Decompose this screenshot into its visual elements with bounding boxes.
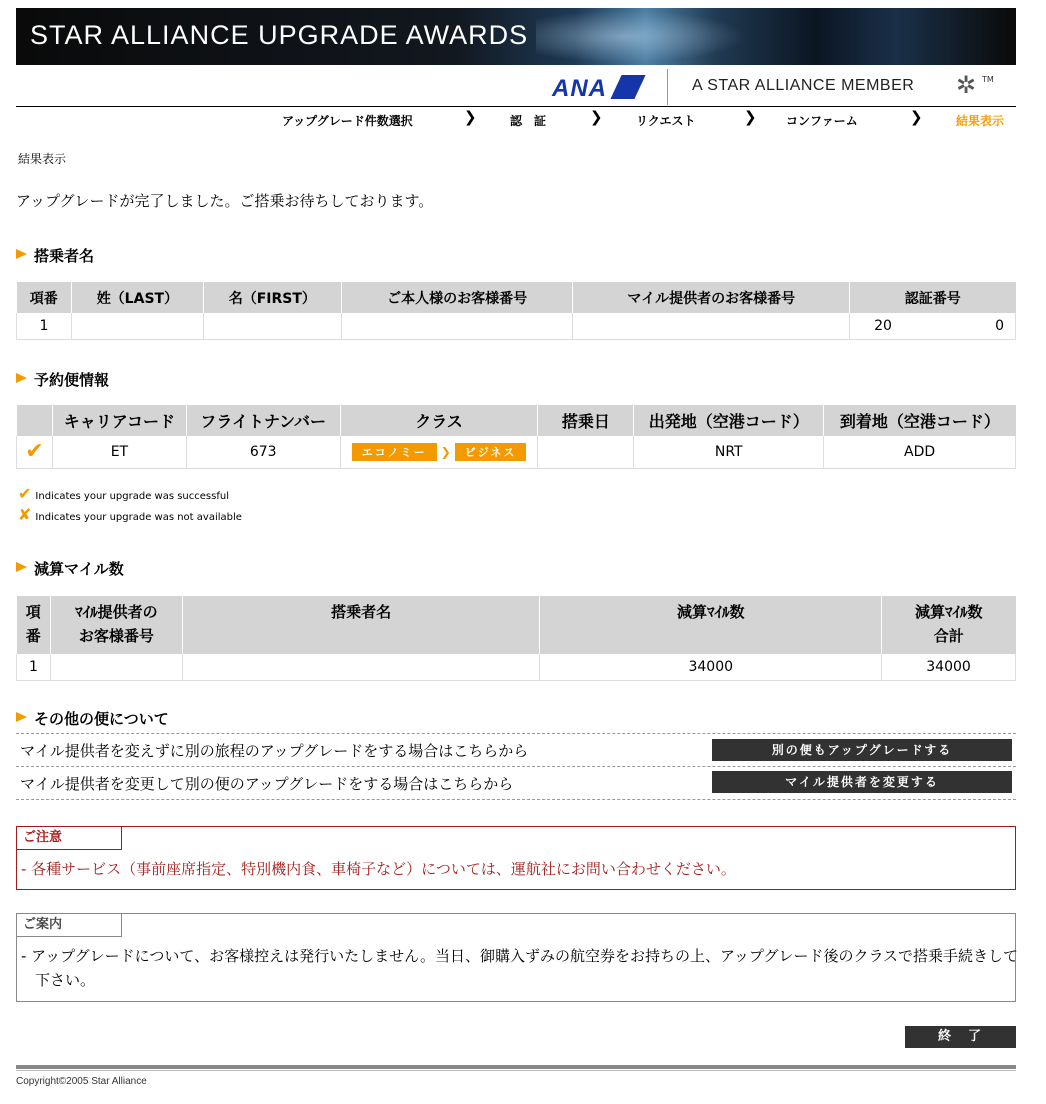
step-upgrade-count: アップグレード件数選択 bbox=[282, 114, 413, 128]
info-text: - アップグレードについて、お客様控えは発行いたしません。当日、御購入ずみの航空券をお持ちの上、アップグレード後のクラスで搭乗手続きして下さい。 bbox=[21, 947, 1019, 989]
completion-message: アップグレードが完了しました。ご搭乗お待ちしております。 bbox=[16, 192, 434, 210]
row-number: 1 bbox=[17, 313, 72, 339]
column-header: キャリアコード bbox=[52, 405, 186, 436]
copyright: Copyright©2005 Star Alliance bbox=[16, 1076, 147, 1087]
column-header: 姓（LAST） bbox=[71, 282, 203, 313]
chevron-right-icon: ❯ bbox=[910, 108, 923, 126]
column-header bbox=[17, 405, 53, 436]
chevron-right-icon: ❯ bbox=[464, 108, 477, 126]
star-alliance-member-text: A STAR ALLIANCE MEMBER bbox=[692, 77, 915, 94]
miles-deducted-cell: 34000 bbox=[540, 654, 882, 680]
page-heading: 結果表示 bbox=[18, 152, 67, 166]
customer-number-cell bbox=[341, 313, 573, 339]
miles-total-cell: 34000 bbox=[882, 654, 1016, 680]
auth-number-part: 20 bbox=[874, 317, 892, 334]
carrier-code-cell: ET bbox=[52, 436, 186, 468]
column-header: 搭乗日 bbox=[538, 405, 634, 436]
column-header: 名（FIRST） bbox=[203, 282, 341, 313]
change-mile-provider-button[interactable]: マイル提供者を変更する bbox=[712, 771, 1012, 793]
banner-graphic bbox=[536, 8, 756, 65]
other-row-text: マイル提供者を変更して別の便のアップグレードをする場合はこちらから bbox=[20, 775, 514, 793]
divider bbox=[667, 69, 668, 105]
chevron-right-icon: ❯ bbox=[744, 108, 757, 126]
auth-number-cell bbox=[850, 313, 1016, 339]
info-tab: ご案内 bbox=[16, 913, 122, 937]
passenger-table bbox=[16, 282, 1016, 340]
banner-title: STAR ALLIANCE UPGRADE AWARDS bbox=[30, 20, 529, 50]
legend-fail bbox=[18, 505, 242, 524]
class-cell bbox=[340, 436, 538, 468]
auth-number-part: 0 bbox=[995, 317, 1005, 334]
column-header: 出発地（空港コード） bbox=[634, 405, 824, 436]
destination-cell: ADD bbox=[824, 436, 1016, 468]
section-title-passenger: 搭乗者名 bbox=[16, 245, 94, 266]
table-row bbox=[17, 654, 1016, 680]
list-item bbox=[16, 734, 1016, 767]
caution-box bbox=[16, 826, 1016, 890]
class-to-badge: ビジネス bbox=[455, 443, 527, 461]
ana-logo-slash-icon bbox=[610, 75, 645, 99]
list-item bbox=[16, 767, 1016, 800]
mile-provider-number-cell bbox=[573, 313, 850, 339]
star-alliance-logo-icon: ✲ bbox=[956, 71, 977, 99]
flight-number-cell: 673 bbox=[186, 436, 340, 468]
miles-table bbox=[16, 596, 1016, 681]
trademark-mark: TM bbox=[982, 75, 994, 84]
column-header: 減算ﾏｲﾙ数 bbox=[540, 596, 882, 654]
step-confirm: コンファーム bbox=[786, 114, 858, 128]
date-cell bbox=[538, 436, 634, 468]
chevron-right-icon: ❯ bbox=[590, 108, 603, 126]
checkmark-icon: ✔ bbox=[18, 484, 32, 503]
brand-bar bbox=[16, 65, 1016, 107]
flight-table bbox=[16, 405, 1016, 469]
last-name-cell bbox=[71, 313, 203, 339]
column-header: 減算ﾏｲﾙ数 合計 bbox=[882, 596, 1016, 654]
end-button[interactable]: 終 了 bbox=[905, 1026, 1016, 1048]
legend-success-label: Indicates your upgrade was successful bbox=[35, 491, 229, 502]
legend-fail-label: Indicates your upgrade was not available bbox=[35, 512, 242, 523]
column-header: ﾏｲﾙ提供者の お客様番号 bbox=[50, 596, 182, 654]
column-header: 項番 bbox=[17, 282, 72, 313]
step-request: リクエスト bbox=[636, 114, 696, 128]
mile-provider-number-cell bbox=[50, 654, 182, 680]
first-name-cell bbox=[203, 313, 341, 339]
section-title-other: その他の便について bbox=[16, 708, 169, 729]
column-header: クラス bbox=[340, 405, 538, 436]
row-number: 1 bbox=[17, 654, 51, 680]
caution-text: - 各種サービス（事前座席指定、特別機内食、車椅子など）については、運航社にお問い合わせください。 bbox=[21, 860, 736, 878]
ana-logo: ANA bbox=[552, 75, 607, 102]
footer-divider bbox=[16, 1065, 1016, 1069]
header-banner bbox=[16, 8, 1016, 65]
column-header: ご本人様のお客様番号 bbox=[341, 282, 573, 313]
checkmark-icon: ✔ bbox=[25, 439, 44, 465]
step-result: 結果表示 bbox=[956, 114, 1005, 128]
column-header: 到着地（空港コード） bbox=[824, 405, 1016, 436]
section-title-miles: 減算マイル数 bbox=[16, 558, 124, 579]
progress-steps bbox=[16, 107, 1016, 131]
upgrade-another-flight-button[interactable]: 別の便もアップグレードする bbox=[712, 739, 1012, 761]
step-authentication: 認 証 bbox=[510, 114, 547, 128]
info-box bbox=[16, 913, 1019, 1002]
section-title-flight: 予約便情報 bbox=[16, 369, 109, 390]
column-header: 搭乗者名 bbox=[182, 596, 540, 654]
column-header: マイル提供者のお客様番号 bbox=[573, 282, 850, 313]
passenger-name-cell bbox=[182, 654, 540, 680]
legend-success bbox=[18, 484, 229, 503]
column-header: 項 番 bbox=[17, 596, 51, 654]
cross-icon: ✘ bbox=[18, 505, 32, 524]
table-row bbox=[17, 313, 1016, 339]
footer-divider bbox=[16, 1070, 1016, 1071]
origin-cell: NRT bbox=[634, 436, 824, 468]
other-row-text: マイル提供者を変えずに別の旅程のアップグレードをする場合はこちらから bbox=[20, 742, 529, 760]
caution-tab: ご注意 bbox=[16, 826, 122, 850]
class-from-badge: エコノミー bbox=[352, 443, 437, 461]
column-header: フライトナンバー bbox=[186, 405, 340, 436]
table-row bbox=[17, 436, 1016, 468]
chevron-right-icon: ❯ bbox=[440, 444, 451, 459]
column-header: 認証番号 bbox=[850, 282, 1016, 313]
status-cell bbox=[17, 436, 53, 468]
